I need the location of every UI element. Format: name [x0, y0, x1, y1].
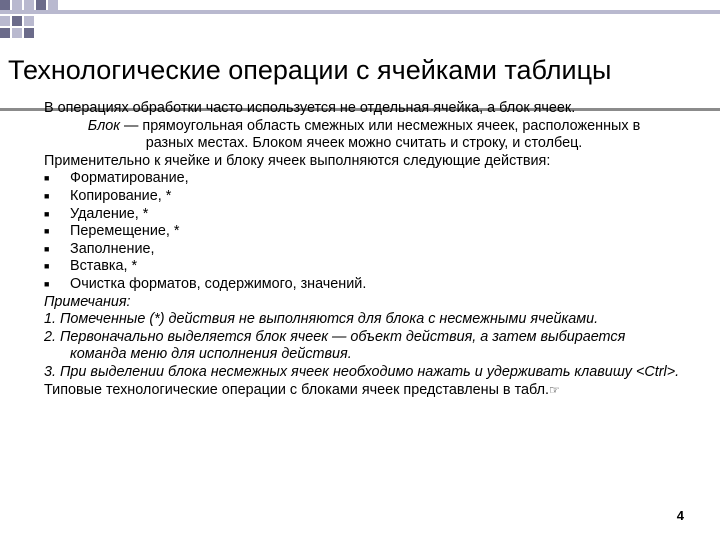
top-rule: [0, 10, 720, 14]
list-item-text: Копирование, *: [70, 187, 172, 204]
footer-text: [44, 382, 684, 400]
bullet-square-icon: ■: [44, 190, 50, 201]
note-item: 2. Первоначально выделяется блок ячеек — объект действия, а затем выбирается команда меню для исполнения действия.: [44, 328, 626, 363]
list-item-text: Удаление, *: [70, 205, 149, 222]
bullet-square-icon: ■: [44, 226, 50, 237]
actions-lead: Применительно к ячейке и блоку ячеек выполняются следующие действия:: [44, 152, 551, 169]
bullet-square-icon: ■: [44, 261, 50, 272]
deco-square: [0, 0, 10, 10]
deco-square: [24, 28, 34, 38]
definition-term: Блок: [87, 117, 121, 134]
definition-text: — прямоугольная область смежных или несмежных ячеек, расположенных в: [120, 117, 641, 134]
list-item-text: Заполнение,: [70, 240, 155, 257]
page-number: 4: [676, 508, 684, 523]
slide-body: [44, 100, 684, 399]
list-item: [44, 223, 684, 241]
pointing-hand-icon[interactable]: ☞: [549, 382, 560, 397]
list-item-text: Перемещение, *: [70, 223, 180, 240]
slide-title: Технологические операции с ячейками таблицы: [8, 55, 612, 85]
list-item: [44, 206, 684, 224]
note-item: 1. Помеченные (*) действия не выполняются для блока с несмежными ячейками.: [44, 311, 599, 328]
bullet-square-icon: ■: [44, 278, 50, 289]
definition-line-2: разных местах. Блоком ячеек можно считать и строку, и столбец.: [145, 135, 583, 152]
deco-square: [24, 0, 34, 10]
list-item-text: Очистка форматов, содержимого, значений.: [70, 275, 367, 292]
list-item: [44, 258, 684, 276]
footer-text-label: Типовые технологические операции с блоками ячеек представлены в табл.: [44, 381, 549, 398]
deco-square: [12, 16, 22, 26]
deco-square: [48, 0, 58, 10]
deco-square: [12, 0, 22, 10]
list-item: [44, 241, 684, 259]
list-item: [44, 188, 684, 206]
bullet-square-icon: ■: [44, 173, 50, 184]
definition-line: [44, 118, 684, 136]
deco-square: [24, 16, 34, 26]
list-item-text: Форматирование,: [70, 170, 189, 187]
note-item: 3. При выделении блока несмежных ячеек необходимо нажать и удерживать клавишу <Ctrl>.: [44, 363, 680, 380]
deco-square: [0, 16, 10, 26]
decorative-squares: [0, 0, 720, 48]
bullet-square-icon: ■: [44, 208, 50, 219]
list-item: [44, 170, 684, 188]
deco-square: [0, 28, 10, 38]
deco-square: [36, 0, 46, 10]
bullet-square-icon: ■: [44, 243, 50, 254]
intro-text: В операциях обработки часто используется не отдельная ячейка, а блок ячеек.: [44, 100, 576, 116]
list-item: [44, 276, 684, 294]
list-item-text: Вставка, *: [70, 258, 138, 275]
deco-square: [12, 28, 22, 38]
notes-title: Примечания:: [44, 293, 131, 310]
